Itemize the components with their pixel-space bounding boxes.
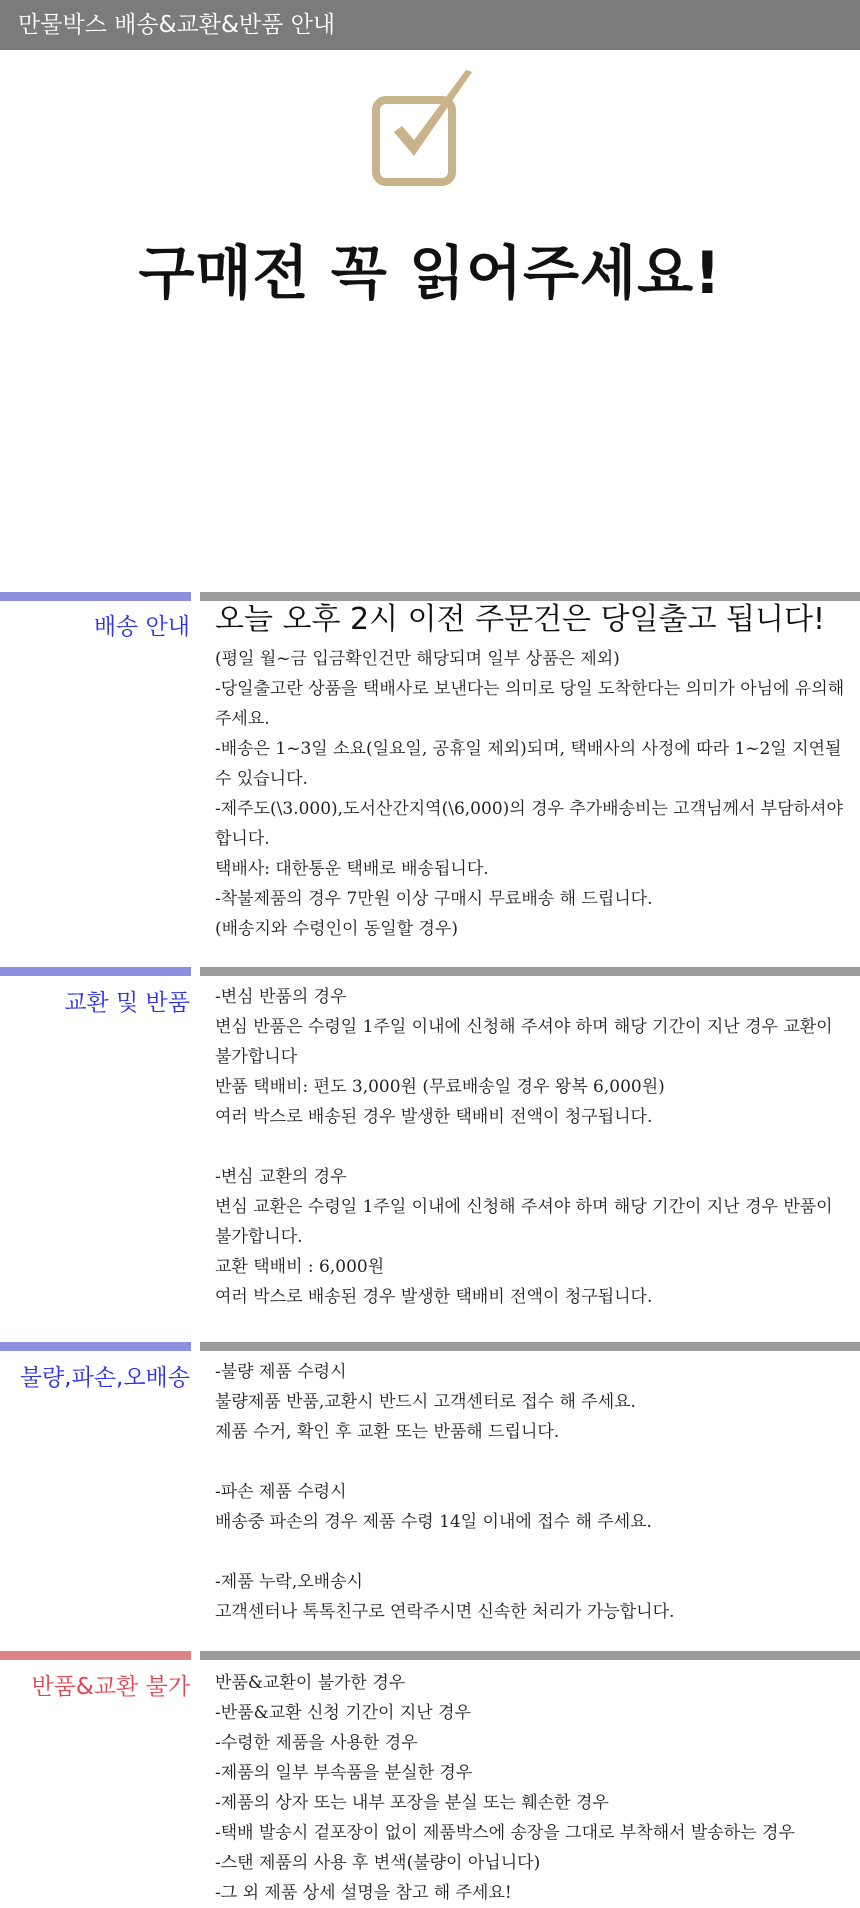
body-line: -착불제품의 경우 7만원 이상 구매시 무료배송 해 드립니다. xyxy=(215,889,653,909)
body-line: 불량제품 반품,교환시 반드시 고객센터로 접수 해 주세요. xyxy=(215,1392,636,1412)
body-line: -파손 제품 수령시 xyxy=(215,1482,347,1502)
body-line: -그 외 제품 상세 설명을 참고 해 주세요! xyxy=(215,1883,512,1903)
body-line: 불가합니다 xyxy=(215,1047,298,1067)
page-headline: 구매전 꼭 읽어주세요! xyxy=(138,239,722,307)
body-line: (평일 월~금 입금확인건만 해당되며 일부 상품은 제외) xyxy=(215,649,620,669)
page-header xyxy=(0,0,860,50)
body-line: 주세요. xyxy=(215,709,270,729)
body-line: -택배 발송시 겉포장이 없이 제품박스에 송장을 그대로 부착해서 발송하는 경우 xyxy=(215,1823,795,1843)
body-line: 합니다. xyxy=(215,829,270,849)
hero xyxy=(0,50,860,307)
body-line: 배송중 파손의 경우 제품 수령 14일 이내에 접수 해 주세요. xyxy=(215,1512,652,1532)
checkbox-check-icon xyxy=(372,70,474,188)
body-line: 불가합니다. xyxy=(215,1227,303,1247)
section-label: 불량,파손,오배송 xyxy=(19,1365,190,1391)
body-line: -제품 누락,오배송시 xyxy=(215,1572,363,1592)
body-line: -수령한 제품을 사용한 경우 xyxy=(215,1733,418,1753)
body-line: 고객센터나 톡톡친구로 연락주시면 신속한 처리가 가능합니다. xyxy=(215,1602,675,1622)
section-label: 교환 및 반품 xyxy=(64,990,190,1016)
section-bar-right xyxy=(200,1342,860,1351)
section-label: 배송 안내 xyxy=(93,614,190,640)
body-line: 반품 택배비: 편도 3,000원 (무료배송일 경우 왕복 6,000원) xyxy=(215,1077,665,1097)
body-line: -배송은 1~3일 소요(일요일, 공휴일 제외)되며, 택배사의 사정에 따라 1~2일 지연될 xyxy=(215,739,842,759)
header-title: 만물박스 배송&교환&반품 안내 xyxy=(18,12,336,38)
section-bar-left xyxy=(0,967,191,976)
section-label: 반품&교환 불가 xyxy=(31,1674,190,1700)
blank-line xyxy=(215,1447,845,1477)
body-line: -불량 제품 수령시 xyxy=(215,1362,347,1382)
section-bar-right xyxy=(200,592,860,601)
section-body xyxy=(215,1668,845,1908)
body-line: -반품&교환 신청 기간이 지난 경우 xyxy=(215,1703,471,1723)
body-line: -제품의 상자 또는 내부 포장을 분실 또는 훼손한 경우 xyxy=(215,1793,609,1813)
body-line: 변심 반품은 수령일 1주일 이내에 신청해 주셔야 하며 해당 기간이 지난 경우 교환이 xyxy=(215,1017,833,1037)
body-line: -변심 반품의 경우 xyxy=(215,987,347,1007)
body-line: -스탠 제품의 사용 후 변색(불량이 아닙니다) xyxy=(215,1853,541,1873)
section-headline: 오늘 오후 2시 이전 주문건은 당일출고 됩니다! xyxy=(215,602,825,637)
section-bar-left xyxy=(0,592,191,601)
section-bar-left xyxy=(0,1342,191,1351)
section-body xyxy=(215,982,845,1312)
section-body xyxy=(215,1357,845,1627)
body-line: 교환 택배비 : 6,000원 xyxy=(215,1257,385,1277)
body-line: 반품&교환이 불가한 경우 xyxy=(215,1673,406,1693)
body-line: 택배사: 대한통운 택배로 배송됩니다. xyxy=(215,859,489,879)
section-body xyxy=(215,602,845,944)
blank-line xyxy=(215,1132,845,1162)
body-line: -제품의 일부 부속품을 분실한 경우 xyxy=(215,1763,473,1783)
body-line: 여러 박스로 배송된 경우 발생한 택배비 전액이 청구됩니다. xyxy=(215,1287,653,1307)
body-line: 제품 수거, 확인 후 교환 또는 반품해 드립니다. xyxy=(215,1422,560,1442)
body-line: -당일출고란 상품을 택배사로 보낸다는 의미로 당일 도착한다는 의미가 아님에 유의해 xyxy=(215,679,845,699)
body-line: -제주도(\3.000),도서산간지역(\6,000)의 경우 추가배송비는 고객님께서 부담하셔야 xyxy=(215,799,843,819)
body-line: 변심 교환은 수령일 1주일 이내에 신청해 주셔야 하며 해당 기간이 지난 경우 반품이 xyxy=(215,1197,833,1217)
body-line: 수 있습니다. xyxy=(215,769,308,789)
body-line: (배송지와 수령인이 동일할 경우) xyxy=(215,919,458,939)
body-line: -변심 교환의 경우 xyxy=(215,1167,347,1187)
blank-line xyxy=(215,1537,845,1567)
section-bar-right xyxy=(200,967,860,976)
body-line: 여러 박스로 배송된 경우 발생한 택배비 전액이 청구됩니다. xyxy=(215,1107,653,1127)
